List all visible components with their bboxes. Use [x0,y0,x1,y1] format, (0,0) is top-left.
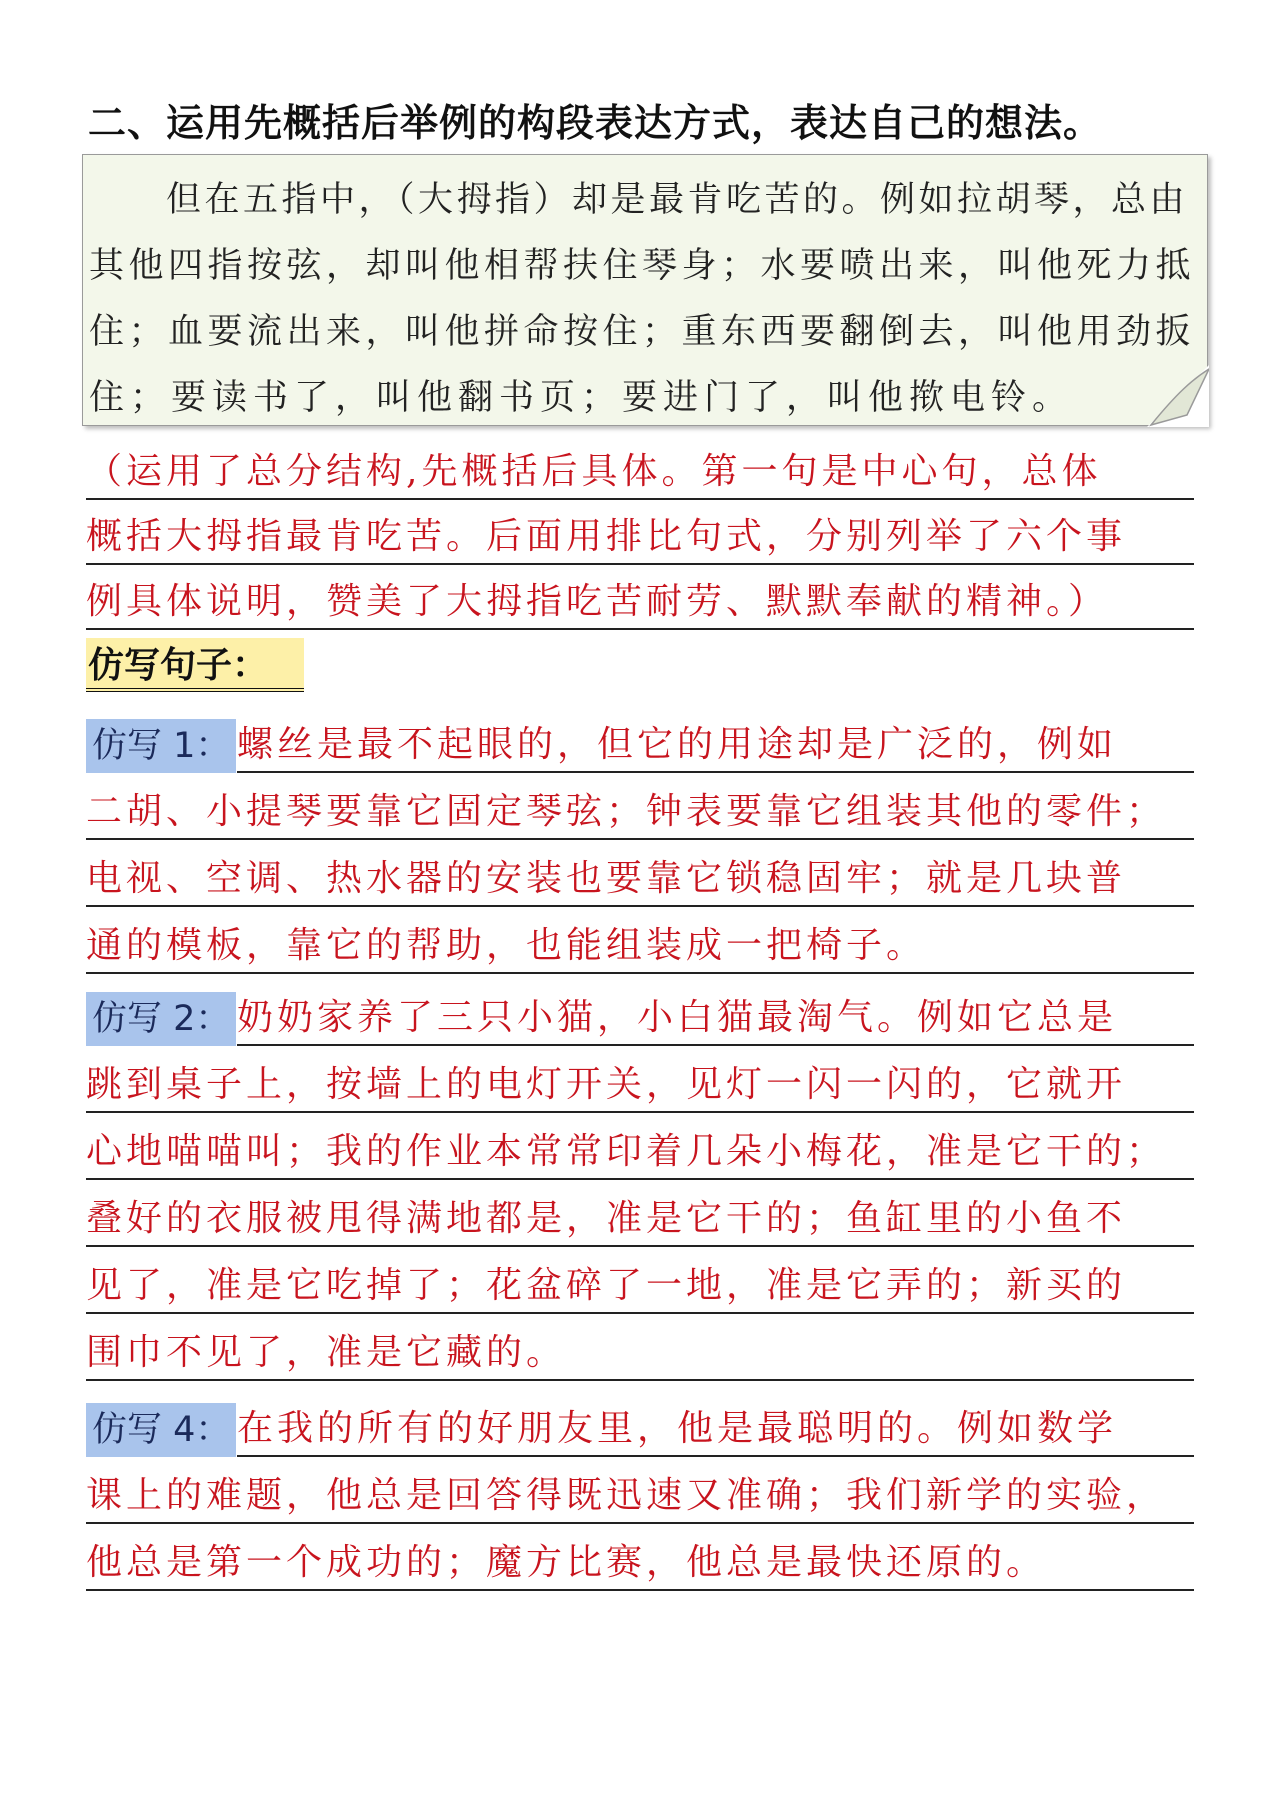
imitation-label: 仿写 2： [86,992,236,1046]
imitation-line: 电视、空调、热水器的安装也要靠它锁稳固牢；就是几块普 [86,853,1194,907]
imitation-line: 通的模板，靠它的帮助，也能组装成一把椅子。 [86,920,1194,974]
page-curl-icon [1147,365,1209,427]
imitation-line: 他总是第一个成功的；魔方比赛，他总是最快还原的。 [86,1537,1194,1591]
imitation-line: 奶奶家养了三只小猫，小白猫最淘气。例如它总是 [237,992,1194,1046]
imitation-heading: 仿写句子： [86,638,304,692]
passage-line: 但在五指中，（大拇指）却是最肯吃苦的。例如拉胡琴，总由 [89,180,1189,220]
imitation-line: 见了，准是它吃掉了；花盆碎了一地，准是它弄的；新买的 [86,1260,1194,1314]
imitation-line: 心地喵喵叫；我的作业本常常印着几朵小梅花，准是它干的； [86,1126,1194,1180]
imitation-line: 叠好的衣服被甩得满地都是，准是它干的；鱼缸里的小鱼不 [86,1193,1194,1247]
imitation-line: 在我的所有的好朋友里，他是最聪明的。例如数学 [237,1403,1194,1457]
example-passage-box [82,154,1208,426]
passage-line: 其他四指按弦，却叫他相帮扶住琴身；水要喷出来，叫他死力抵 [89,246,1196,286]
analysis-line: （运用了总分结构,先概括后具体。第一句是中心句，总体 [86,446,1194,500]
section-title: 二、运用先概括后举例的构段表达方式，表达自己的想法。 [88,101,1103,145]
imitation-label: 仿写 4： [86,1403,236,1457]
passage-line: 住；要读书了，叫他翻书页；要进门了，叫他揿电铃。 [89,378,1074,418]
imitation-label: 仿写 1： [86,719,236,773]
imitation-line: 围巾不见了，准是它藏的。 [86,1327,1194,1381]
passage-line: 住；血要流出来，叫他拼命按住；重东西要翻倒去，叫他用劲扳 [89,312,1196,352]
analysis-line: 概括大拇指最肯吃苦。后面用排比句式，分别列举了六个事 [86,511,1194,565]
imitation-line: 二胡、小提琴要靠它固定琴弦；钟表要靠它组装其他的零件； [86,786,1194,840]
imitation-line: 课上的难题，他总是回答得既迅速又准确；我们新学的实验， [86,1470,1194,1524]
imitation-line: 跳到桌子上，按墙上的电灯开关，见灯一闪一闪的，它就开 [86,1059,1194,1113]
imitation-line: 螺丝是最不起眼的，但它的用途却是广泛的，例如 [237,719,1194,773]
analysis-line: 例具体说明，赞美了大拇指吃苦耐劳、默默奉献的精神。） [86,576,1194,630]
